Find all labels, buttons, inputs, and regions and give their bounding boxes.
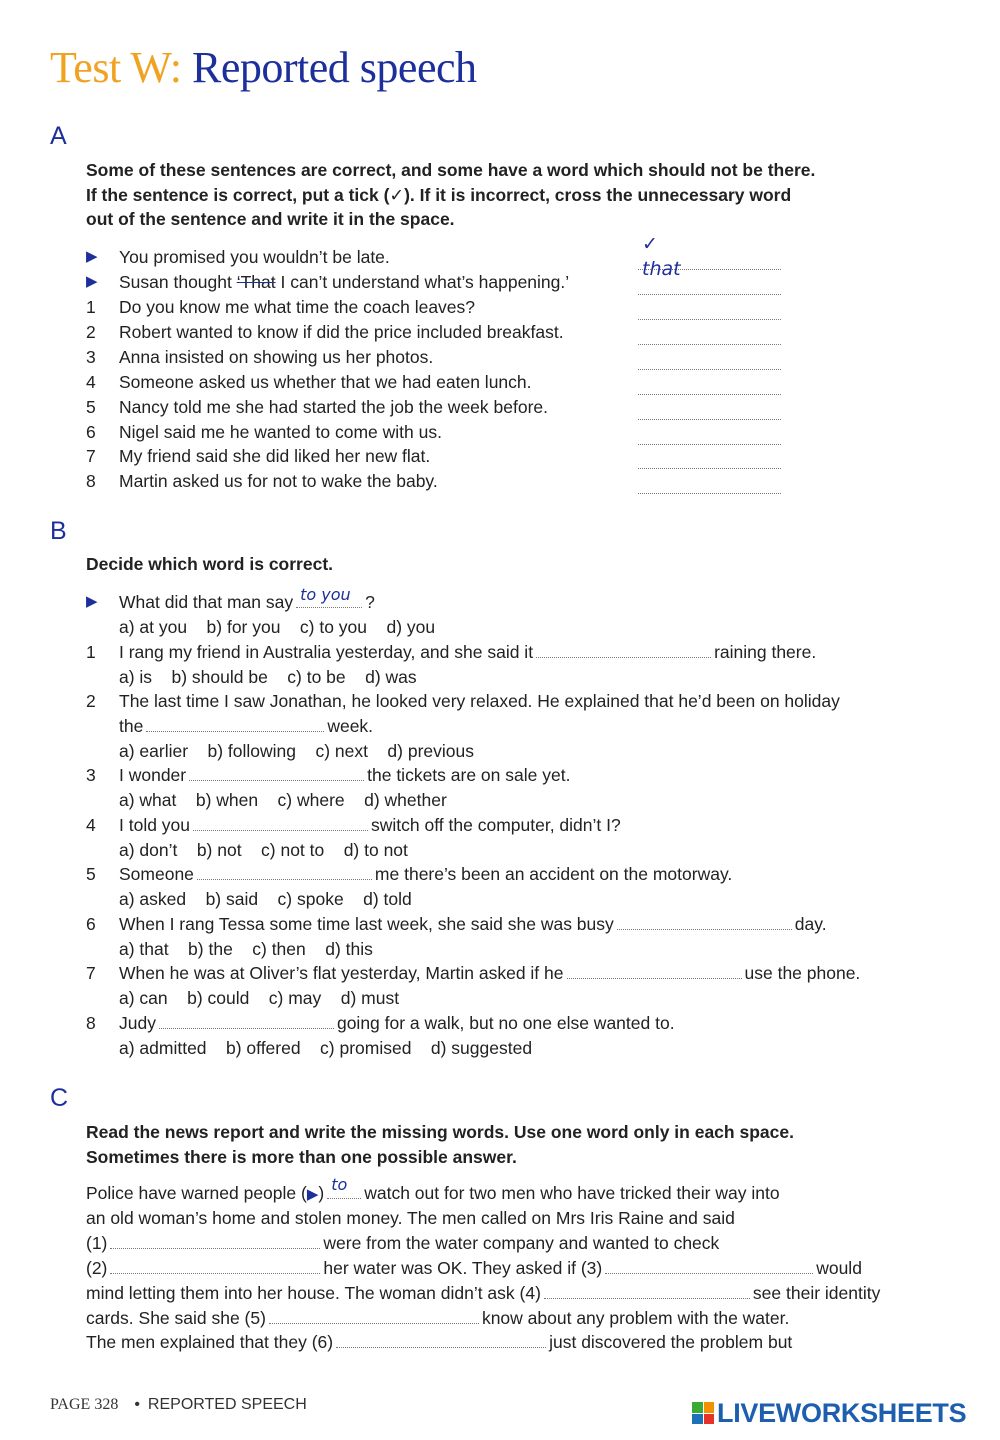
- sentence-part: What did that man say: [119, 592, 294, 612]
- answer-field[interactable]: [336, 1331, 546, 1348]
- answer-field[interactable]: [638, 320, 781, 345]
- instruction-line: Some of these sentences are correct, and some have a word which should not be there.: [86, 160, 816, 180]
- logo-mark-icon: [692, 1402, 714, 1424]
- answer-field[interactable]: [638, 295, 781, 320]
- report-line: [86, 1306, 789, 1331]
- answer-field[interactable]: [296, 585, 362, 608]
- report-text: mind letting them into her house. The woman didn’t ask (4): [86, 1283, 541, 1303]
- report-text: her water was OK. They asked if (3): [323, 1258, 603, 1278]
- question-number: 1: [86, 642, 96, 662]
- answer-field[interactable]: [638, 258, 781, 295]
- arrow-icon: ▶: [86, 248, 98, 265]
- section-a-instructions: [86, 158, 815, 232]
- report-text: know about any problem with the water.: [481, 1308, 790, 1328]
- sentence-part: Someone: [119, 864, 194, 884]
- answer-field[interactable]: [146, 715, 324, 732]
- answer-field[interactable]: [638, 420, 781, 445]
- section-b-instruction: Decide which word is correct.: [86, 554, 334, 574]
- question-number: 8: [86, 1013, 96, 1033]
- sentence-text: Martin asked us for not to wake the baby.: [119, 471, 438, 491]
- answer-field[interactable]: [638, 395, 781, 420]
- question-number: 7: [86, 446, 96, 466]
- sentence-part: going for a walk, but no one else wanted to.: [336, 1013, 675, 1033]
- answer-field[interactable]: [193, 814, 368, 831]
- report-line: [86, 1330, 792, 1355]
- answer-field[interactable]: [638, 444, 781, 469]
- sentence-part: ?: [365, 592, 375, 612]
- report-text: watch out for two men who have tricked their way into: [364, 1183, 780, 1203]
- arrow-icon: ▶: [306, 1186, 319, 1203]
- answer-field[interactable]: [189, 764, 364, 781]
- answer-field[interactable]: [617, 913, 792, 930]
- instruction-line: Sometimes there is more than one possible answer.: [86, 1146, 517, 1167]
- section-c-instructions: [86, 1120, 794, 1169]
- report-text: just discovered the problem but: [549, 1332, 793, 1352]
- logo-text: LIVEWORKSHEETS: [717, 1397, 967, 1428]
- options-text: a) earlier b) following c) next d) previous: [119, 741, 474, 761]
- sentence-part: I told you: [119, 815, 191, 835]
- sentence-part: When he was at Oliver’s flat yesterday, Martin asked if he: [119, 963, 564, 983]
- sentence-part: When I rang Tessa some time last week, she said she was busy: [119, 914, 614, 934]
- answer-field[interactable]: [110, 1232, 320, 1249]
- logo-mark-cell: [704, 1402, 715, 1413]
- sentence-text: Nigel said me he wanted to come with us.: [119, 422, 442, 442]
- sentence-part: raining there.: [714, 642, 817, 662]
- sentence-part: Susan thought: [119, 272, 237, 292]
- question-number: 3: [86, 347, 96, 367]
- answer-text: to: [331, 1175, 348, 1195]
- options-text: a) what b) when c) where d) whether: [119, 790, 447, 810]
- question-number: 3: [86, 765, 96, 785]
- sentence-text: Anna insisted on showing us her photos.: [119, 347, 434, 367]
- answer-text: that: [642, 258, 681, 280]
- report-text: ): [318, 1183, 325, 1203]
- logo-mark-cell: [692, 1414, 703, 1425]
- logo-mark-cell: [692, 1402, 703, 1413]
- sentence-part: week.: [327, 716, 374, 736]
- answer-field[interactable]: [110, 1257, 320, 1274]
- question-number: 6: [86, 914, 96, 934]
- question-number: 8: [86, 471, 96, 491]
- options-text: a) can b) could c) may d) must: [119, 988, 400, 1008]
- report-text: Police have warned people (: [86, 1183, 307, 1203]
- bullet-icon: •: [134, 1396, 140, 1413]
- sentence-text: Robert wanted to know if did the price included breakfast.: [119, 322, 564, 342]
- options-text: a) don’t b) not c) not to d) to not: [119, 840, 408, 860]
- answer-field[interactable]: [536, 641, 711, 658]
- question-number: 7: [86, 963, 96, 983]
- sentence-text: [119, 763, 570, 787]
- sentence-text: Nancy told me she had started the job the week before.: [119, 397, 549, 417]
- report-line: [86, 1231, 719, 1256]
- question-number: 4: [86, 815, 96, 835]
- options-text: a) that b) the c) then d) this: [119, 939, 373, 959]
- sentence-part: I rang my friend in Australia yesterday, and she said it: [119, 642, 534, 662]
- sentence-part: use the phone.: [744, 963, 861, 983]
- answer-field[interactable]: [269, 1307, 479, 1324]
- sentence-text: [119, 961, 860, 985]
- report-text: The men explained that they (6): [86, 1332, 334, 1352]
- sentence-text: [119, 1011, 675, 1035]
- section-c-letter: C: [50, 1084, 69, 1112]
- page-footer: [50, 1396, 307, 1414]
- options-text: a) is b) should be c) to be d) was: [119, 667, 417, 687]
- footer-section: REPORTED SPEECH: [147, 1396, 307, 1413]
- page-title: [50, 40, 477, 96]
- sentence-part: I wonder: [119, 765, 187, 785]
- sentence-text: The last time I saw Jonathan, he looked very relaxed. He explained that he’d been on holiday: [119, 691, 840, 711]
- report-text: (2): [86, 1258, 108, 1278]
- report-text: cards. She said she (5): [86, 1308, 266, 1328]
- sentence-part: switch off the computer, didn’t I?: [371, 815, 621, 835]
- title-main: Reported speech: [192, 43, 477, 92]
- instruction-line: out of the sentence and write it in the space.: [86, 209, 455, 229]
- answer-field[interactable]: [638, 469, 781, 494]
- struck-word: ‘That: [236, 272, 276, 292]
- question-number: 5: [86, 397, 96, 417]
- sentence-text: [119, 813, 621, 837]
- report-line: [86, 1256, 862, 1281]
- question-number: 5: [86, 864, 96, 884]
- answer-field[interactable]: [159, 1012, 334, 1029]
- sentence-part: day.: [794, 914, 827, 934]
- arrow-icon: ▶: [86, 593, 98, 610]
- sentence-text: [119, 270, 569, 294]
- sentence-text: My friend said she did liked her new flat.: [119, 446, 431, 466]
- answer-text: to you: [300, 585, 351, 604]
- report-text: an old woman’s home and stolen money. The men called on Mrs Iris Raine and said: [86, 1208, 735, 1228]
- answer-field[interactable]: [638, 370, 781, 395]
- report-text: see their identity: [752, 1283, 881, 1303]
- sentence-text: Do you know me what time the coach leaves?: [119, 297, 476, 317]
- instruction-line: Read the news report and write the missing words. Use one word only in each space.: [86, 1122, 794, 1142]
- sentence-text: [119, 912, 827, 936]
- report-line: [86, 1175, 780, 1208]
- sentence-part: the: [119, 716, 144, 736]
- sentence-part: Judy: [119, 1013, 156, 1033]
- answer-field[interactable]: [327, 1175, 361, 1199]
- options-text: a) asked b) said c) spoke d) told: [119, 889, 412, 909]
- answer-field[interactable]: [638, 345, 781, 370]
- report-text: would: [816, 1258, 862, 1278]
- report-text: (1): [86, 1233, 108, 1253]
- report-line: [86, 1281, 880, 1306]
- answer-field[interactable]: [544, 1282, 750, 1299]
- sentence-text: [119, 862, 732, 886]
- page-number: PAGE 328: [50, 1396, 119, 1413]
- sentence-text: [119, 640, 816, 664]
- answer-field[interactable]: [605, 1257, 813, 1274]
- question-number: 2: [86, 691, 96, 711]
- report-line: [86, 1206, 735, 1231]
- options-text: a) admitted b) offered c) promised d) suggested: [119, 1038, 533, 1058]
- sentence-part: I can’t understand what’s happening.’: [275, 272, 570, 292]
- section-a-letter: A: [50, 122, 67, 150]
- sentence-text: Someone asked us whether that we had eaten lunch.: [119, 372, 532, 392]
- logo-mark-cell: [704, 1414, 715, 1425]
- sentence-part: me there’s been an accident on the motorway.: [374, 864, 733, 884]
- liveworksheets-logo: [692, 1397, 966, 1429]
- answer-tick: ✓: [642, 233, 658, 255]
- sentence-text: You promised you wouldn’t be late.: [119, 247, 390, 267]
- sentence-text: [119, 714, 373, 738]
- question-number: 1: [86, 297, 96, 317]
- report-text: were from the water company and wanted to check: [323, 1233, 720, 1253]
- question-number: 2: [86, 322, 96, 342]
- options-text: a) at you b) for you c) to you d) you: [119, 617, 436, 637]
- answer-field[interactable]: [567, 962, 742, 979]
- title-prefix: Test W:: [50, 43, 182, 92]
- answer-field[interactable]: [197, 863, 372, 880]
- question-number: 6: [86, 422, 96, 442]
- sentence-text: [119, 585, 375, 614]
- sentence-part: the tickets are on sale yet.: [367, 765, 571, 785]
- question-number: 4: [86, 372, 96, 392]
- arrow-icon: ▶: [86, 273, 98, 290]
- section-b-letter: B: [50, 517, 67, 545]
- instruction-line: If the sentence is correct, put a tick (✓). If it is incorrect, cross the unnecessary word: [86, 184, 792, 205]
